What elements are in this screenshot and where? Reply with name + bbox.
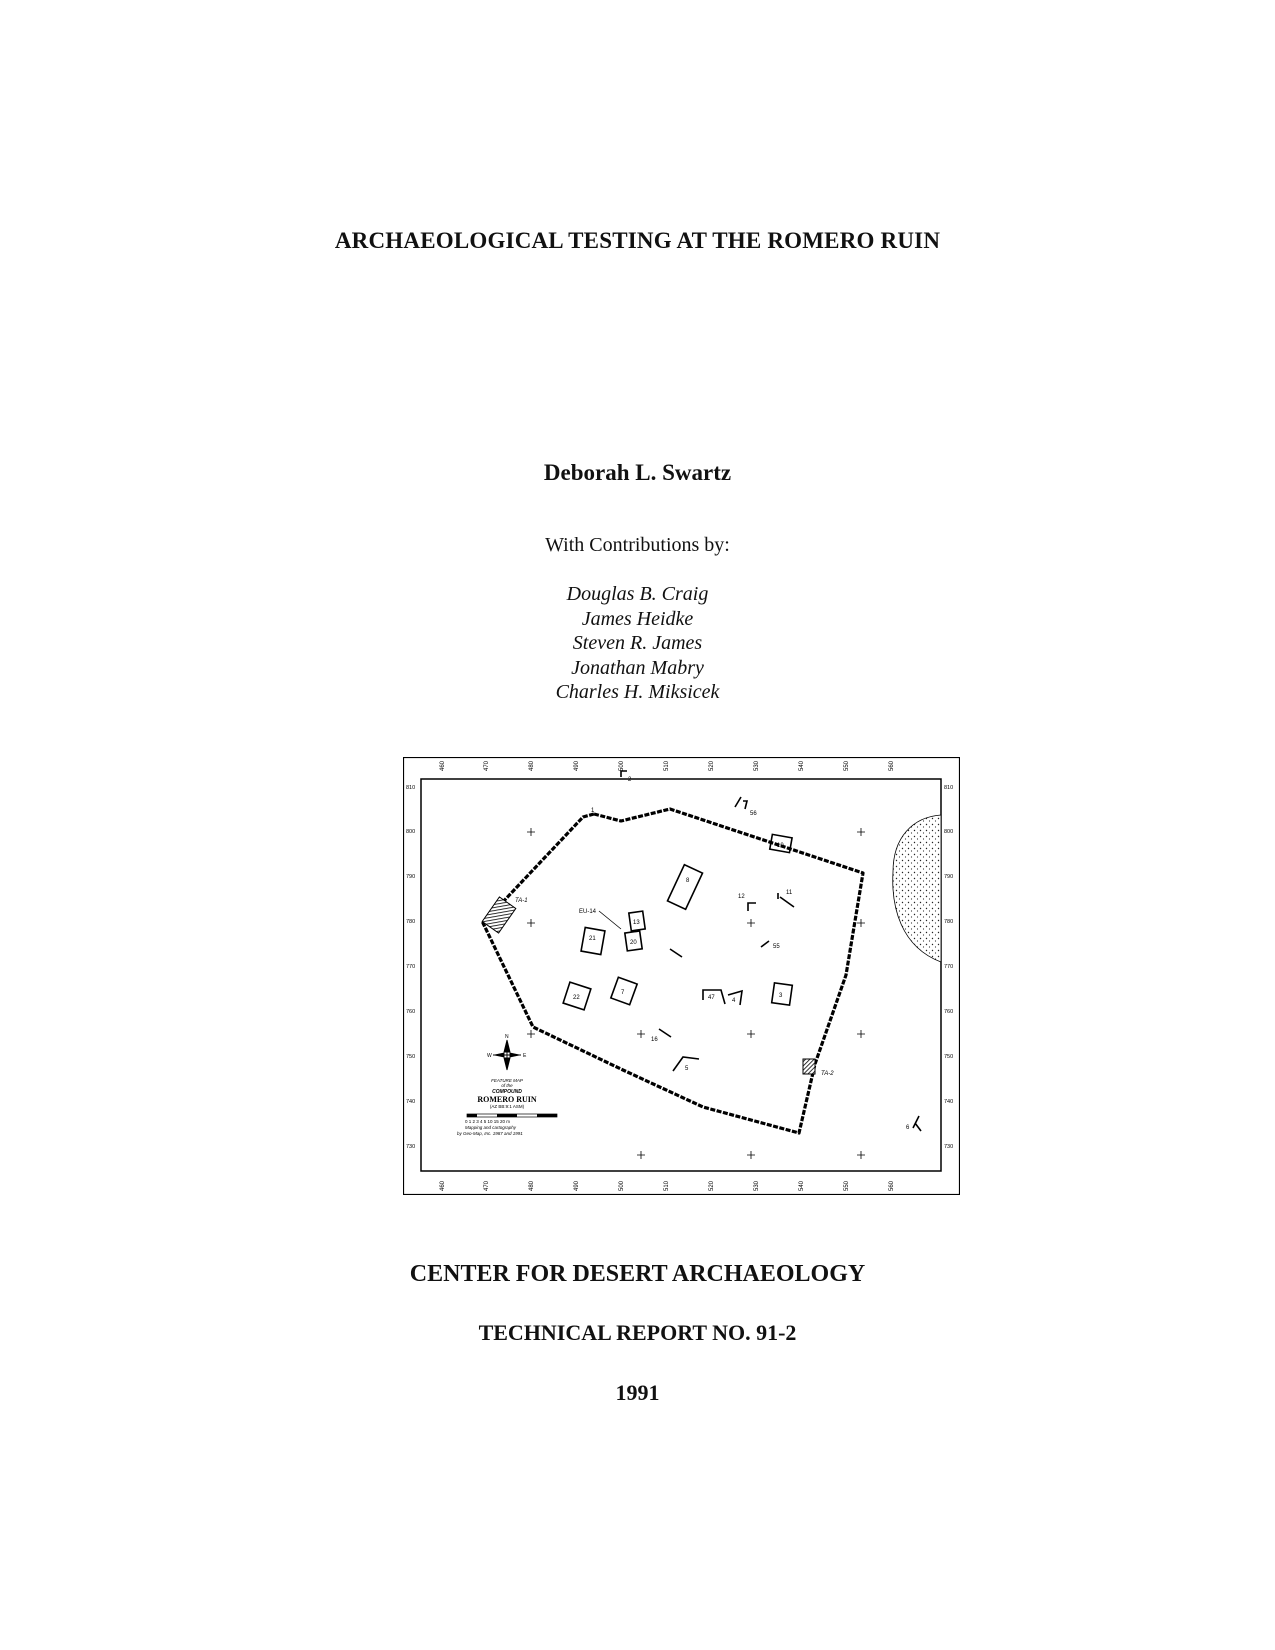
x-tick-label: 540 — [799, 1180, 805, 1191]
contributor: James Heidke — [581, 607, 694, 630]
x-tick-label: 460 — [440, 1180, 446, 1191]
feature-label: 5 — [685, 1066, 689, 1072]
x-tick-label: 560 — [889, 760, 895, 771]
feature-label: 3 — [779, 993, 783, 999]
map-credit-line-2: by Geo-Map, Inc. 1987 and 1991 — [457, 1131, 523, 1136]
y-tick-label: 760 — [944, 1009, 954, 1015]
east-label: E — [523, 1053, 527, 1059]
y-tick-label: 810 — [944, 785, 954, 791]
x-tick-label: 470 — [484, 1180, 490, 1191]
y-tick-label: 740 — [944, 1099, 954, 1105]
x-tick-label: 520 — [709, 760, 715, 771]
contributors-list — [0, 582, 1275, 705]
x-tick-label: 500 — [619, 1180, 625, 1191]
x-tick-label: 530 — [754, 760, 760, 771]
feature-label: 16 — [651, 1037, 658, 1043]
map-site-number: (AZ BB:9:1 ASM) — [489, 1104, 525, 1109]
y-tick-label: 740 — [406, 1099, 416, 1105]
y-tick-label: 780 — [406, 919, 416, 925]
map-title-of: of the — [501, 1083, 513, 1088]
feature-label: TA-2 — [821, 1071, 834, 1077]
feature-label: 21 — [589, 936, 596, 942]
y-tick-label: 810 — [406, 785, 416, 791]
x-tick-label: 540 — [799, 760, 805, 771]
y-tick-label: 800 — [944, 829, 954, 835]
x-tick-label: 480 — [529, 760, 535, 771]
feature-label: 55 — [773, 944, 780, 950]
y-tick-label: 750 — [944, 1054, 954, 1060]
x-tick-label: 550 — [844, 760, 850, 771]
y-tick-label: 760 — [406, 1009, 416, 1015]
report-title: ARCHAEOLOGICAL TESTING AT THE ROMERO RUIN — [334, 228, 941, 253]
feature-label: 8 — [686, 878, 690, 884]
y-tick-label: 790 — [406, 874, 416, 880]
feature-label: 22 — [573, 995, 580, 1001]
y-tick-label: 770 — [944, 964, 954, 970]
x-tick-label: 530 — [754, 1180, 760, 1191]
feature-label: 47 — [708, 995, 715, 1001]
contributions-label: With Contributions by: — [545, 534, 730, 556]
y-tick-label: 730 — [406, 1144, 416, 1150]
feature-label: EU-14 — [579, 909, 597, 915]
x-tick-label: 520 — [709, 1180, 715, 1191]
x-tick-label: 560 — [889, 1180, 895, 1191]
x-tick-label: 490 — [574, 1180, 580, 1191]
report-number: TECHNICAL REPORT NO. 91-2 — [478, 1320, 797, 1345]
x-tick-label: 480 — [529, 1180, 535, 1191]
feature-label: 6 — [906, 1125, 910, 1131]
feature-label: 1 — [591, 808, 595, 814]
feature-label: 20 — [630, 940, 637, 946]
y-tick-label: 790 — [944, 874, 954, 880]
map-credit-line-1: Mapping and cartography — [465, 1125, 517, 1130]
x-tick-label: 550 — [844, 1180, 850, 1191]
feature-label: 2 — [628, 777, 632, 783]
contributor: Charles H. Miksicek — [555, 681, 720, 703]
y-tick-label: 730 — [944, 1144, 954, 1150]
feature-label: 13 — [633, 920, 640, 926]
feature-label: 56 — [750, 811, 757, 817]
y-tick-label: 770 — [406, 964, 416, 970]
author-name: Deborah L. Swartz — [543, 460, 732, 485]
contributor: Steven R. James — [572, 632, 703, 654]
map-title-compound: COMPOUND — [492, 1089, 522, 1095]
feature-map — [403, 757, 960, 1195]
feature-label: 11 — [786, 890, 793, 896]
contributor: Douglas B. Craig — [566, 583, 709, 605]
feature-label: 7 — [621, 990, 625, 996]
x-tick-label: 510 — [664, 1180, 670, 1191]
feature-label: TA-1 — [515, 898, 528, 904]
organization-name: CENTER FOR DESERT ARCHAEOLOGY — [409, 1261, 866, 1287]
map-title-main: ROMERO RUIN — [477, 1095, 537, 1104]
west-label: W — [487, 1053, 492, 1059]
x-tick-label: 470 — [484, 760, 490, 771]
north-label: N — [505, 1034, 509, 1040]
x-tick-label: 490 — [574, 760, 580, 771]
y-tick-label: 800 — [406, 829, 416, 835]
contributor: Jonathan Mabry — [571, 656, 704, 679]
feature-label: 12 — [738, 894, 745, 900]
x-tick-label: 500 — [619, 760, 625, 771]
y-tick-label: 750 — [406, 1054, 416, 1060]
scale-ticks: 0 1 2 3 4 5 10 15 20 m — [465, 1119, 511, 1124]
x-tick-label: 460 — [440, 760, 446, 771]
map-title-small: FEATURE MAP — [491, 1078, 523, 1083]
feature-label: 4 — [732, 998, 736, 1004]
trench-ta-2 — [803, 1059, 815, 1074]
y-tick-label: 780 — [944, 919, 954, 925]
publication-year: 1991 — [615, 1380, 660, 1405]
feature-label: 10 — [777, 843, 784, 849]
x-tick-label: 510 — [664, 760, 670, 771]
